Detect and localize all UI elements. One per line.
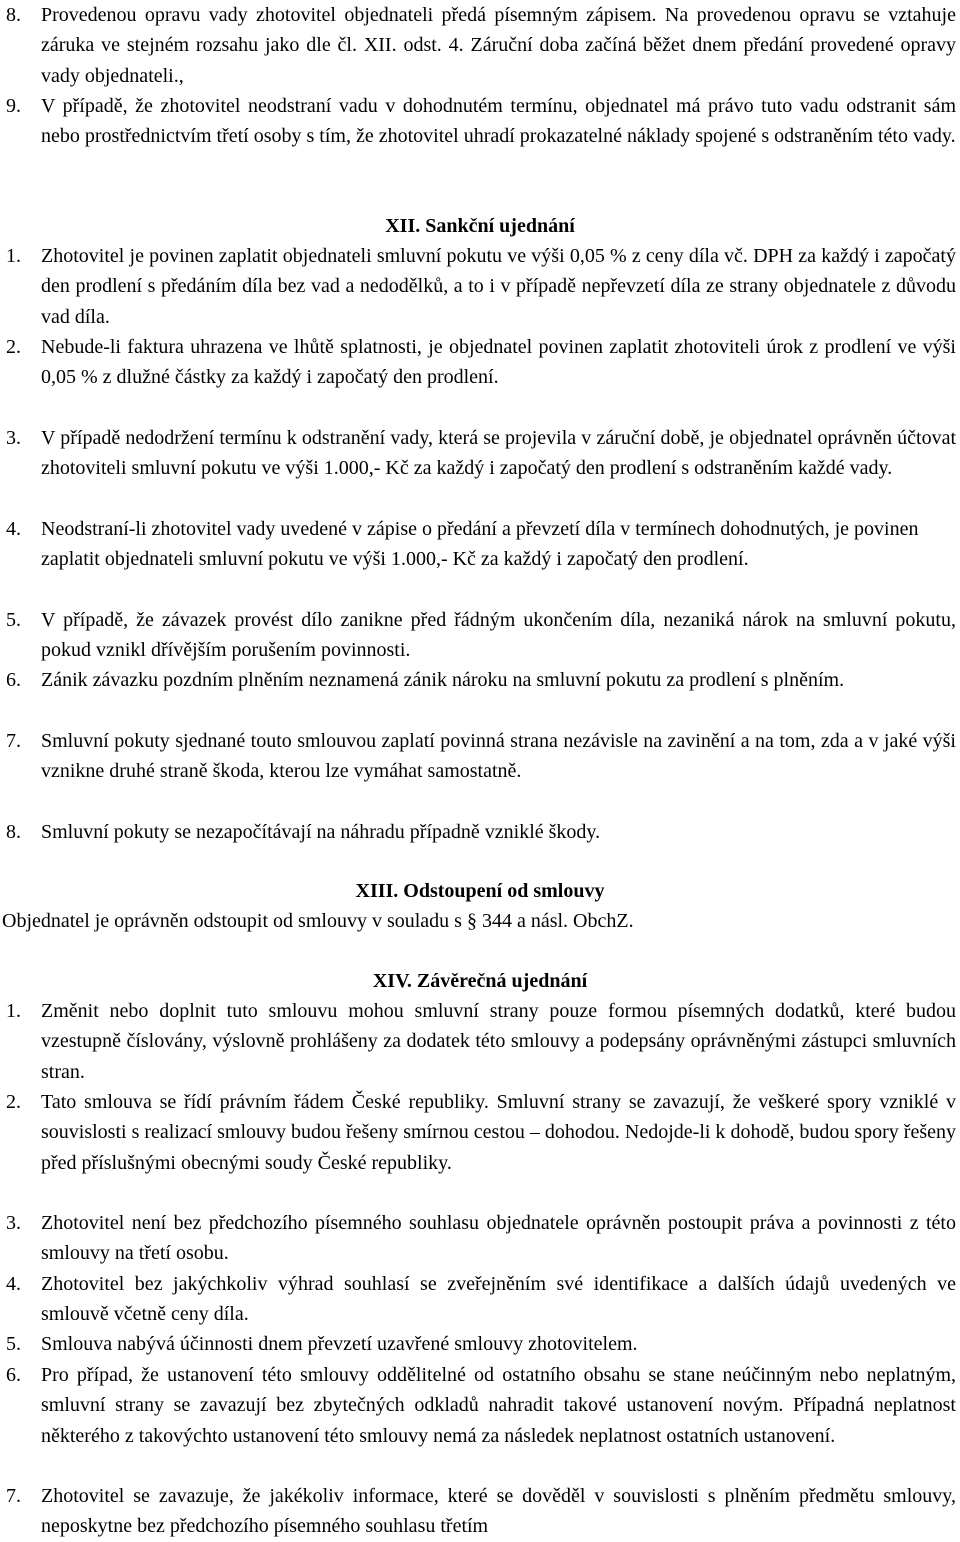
- clause-number: 1.: [6, 245, 21, 267]
- clause-text: Nebude-li faktura uhrazena ve lhůtě splatnosti, je objednatel povinen zaplatit zhotoviteli úrok z prodlení ve výši 0,05 % z dlužné částky za každý i započatý den prodlení.: [41, 336, 956, 389]
- clause-number: 5.: [6, 609, 21, 631]
- clause-text: Smlouva nabývá účinnosti dnem převzetí uzavřené smlouvy zhotovitelem.: [41, 1333, 638, 1355]
- clause-number: 2.: [6, 1091, 21, 1113]
- clause-item: [6, 1360, 956, 1451]
- clause-text: Provedenou opravu vady zhotovitel objednateli předá písemným zápisem. Na provedenou opravu se vztahuje záruka ve stejném rozsahu jako dle čl. XII. odst. 4. Záruční doba začíná běžet dnem předání provedené opravy vady objednateli.,: [41, 4, 956, 87]
- section-paragraph: Objednatel je oprávněn odstoupit od smlouvy v souladu s § 344 a násl. ObchZ.: [2, 910, 634, 932]
- section-heading: XIII. Odstoupení od smlouvy: [355, 880, 605, 902]
- clause-number: 4.: [6, 1273, 21, 1295]
- clause-item: [6, 1269, 956, 1330]
- section-heading: XIV. Závěrečná ujednání: [372, 970, 588, 992]
- clause-text: V případě, že závazek provést dílo zanikne před řádným ukončením díla, nezaniká nárok na smluvní pokutu, pokud vznikl dřívějším porušením povinnosti.: [41, 609, 956, 662]
- clause-number: 3.: [6, 427, 21, 449]
- clause-number: 8.: [6, 821, 21, 843]
- clause-text: Zhotovitel je povinen zaplatit objednateli smluvní pokutu ve výši 0,05 % z ceny díla vč. DPH za každý i započatý den prodlení s předáním díla bez vad a nedodělků, a to i v případě nepřevzetí díla ze strany objednatele z důvodu vad díla.: [41, 245, 956, 328]
- clause-number: 6.: [6, 1364, 21, 1386]
- section-heading: XII. Sankční ujednání: [385, 215, 575, 237]
- clause-item: [6, 91, 956, 152]
- clause-number: 1.: [6, 1000, 21, 1022]
- clause-number: 5.: [6, 1333, 21, 1355]
- clause-item: [6, 241, 956, 332]
- clause-item: [6, 605, 956, 666]
- clause-number: 8.: [6, 4, 21, 26]
- clause-text: Tato smlouva se řídí právním řádem České republiky. Smluvní strany se zavazují, že veškeré spory vzniklé v souvislosti s realizací smlouvy budou řešeny smírnou cestou – dohodou. Nedojde-li k dohodě, budou spory řešeny před příslušnými obecnými soudy České republiky.: [41, 1091, 956, 1174]
- clause-text: Smluvní pokuty sjednané touto smlouvou zaplatí povinná strana nezávisle na zavinění a na tom, zda a v jaké výši vznikne druhé straně škoda, kterou lze vymáhat samostatně.: [41, 730, 956, 783]
- clause-text: Zhotovitel se zavazuje, že jakékoliv informace, které se dověděl v souvislosti s plněním předmětu smlouvy, neposkytne bez předchozího písemného souhlasu třetím: [41, 1485, 956, 1538]
- clause-item: [6, 1329, 956, 1359]
- clause-item: [6, 726, 956, 787]
- clause-text: Neodstraní-li zhotovitel vady uvedené v zápise o předání a převzetí díla v termínech dohodnutých, je povinen zaplatit objednateli smluvní pokutu ve výši 1.000,- Kč za každý i započatý den prodlení.: [41, 518, 919, 571]
- clause-text: Pro případ, že ustanovení této smlouvy oddělitelné od ostatního obsahu se stane neúčinným nebo neplatným, smluvní strany se zavazují bez zbytečných odkladů nahradit takové ustanovení novým. Případná neplatnost některého z takovýchto ustanovení této smlouvy nemá za následek neplatnost ostatních ustanovení.: [41, 1364, 956, 1447]
- clause-text: Zhotovitel bez jakýchkoliv výhrad souhlasí se zveřejněním své identifikace a dalších údajů uvedených ve smlouvě včetně ceny díla.: [41, 1273, 956, 1326]
- clause-number: 9.: [6, 95, 21, 117]
- clause-item: [6, 1481, 956, 1542]
- clause-text: V případě nedodržení termínu k odstranění vady, která se projevila v záruční době, je objednatel oprávněn účtovat zhotoviteli smluvní pokutu ve výši 1.000,- Kč za každý i započatý den prodlení s odstraněním každé vady.: [41, 427, 956, 480]
- clause-text: V případě, že zhotovitel neodstraní vadu v dohodnutém termínu, objednatel má právo tuto vadu odstranit sám nebo prostřednictvím třetí osoby s tím, že zhotovitel uhradí prokazatelné náklady spojené s odstraněním této vady.: [41, 95, 956, 148]
- clause-text: Zhotovitel není bez předchozího písemného souhlasu objednatele oprávněn postoupit práva a povinnosti z této smlouvy na třetí osobu.: [41, 1212, 956, 1265]
- clause-item: [6, 817, 956, 847]
- clause-text: Smluvní pokuty se nezapočítávají na náhradu případně vzniklé škody.: [41, 821, 601, 843]
- clause-item: [6, 423, 956, 484]
- clause-number: 7.: [6, 1485, 21, 1507]
- clause-item: [6, 332, 956, 393]
- clause-number: 6.: [6, 669, 21, 691]
- clause-number: 2.: [6, 336, 21, 358]
- clause-number: 4.: [6, 518, 21, 540]
- clause-item: [6, 996, 956, 1087]
- clause-number: 3.: [6, 1212, 21, 1234]
- clause-item: [6, 665, 956, 695]
- clause-item: [6, 0, 956, 91]
- clause-text: Změnit nebo doplnit tuto smlouvu mohou smluvní strany pouze formou písemných dodatků, které budou vzestupně číslovány, výslovně prohlášeny za dodatek této smlouvy a podepsány oprávněnými zástupci smluvních stran.: [41, 1000, 956, 1083]
- clause-item: [6, 1087, 956, 1178]
- clause-number: 7.: [6, 730, 21, 752]
- clause-item: [6, 514, 956, 575]
- clause-item: [6, 1208, 956, 1269]
- clause-text: Zánik závazku pozdním plněním neznamená zánik nároku na smluvní pokutu za prodlení s plněním.: [41, 669, 845, 691]
